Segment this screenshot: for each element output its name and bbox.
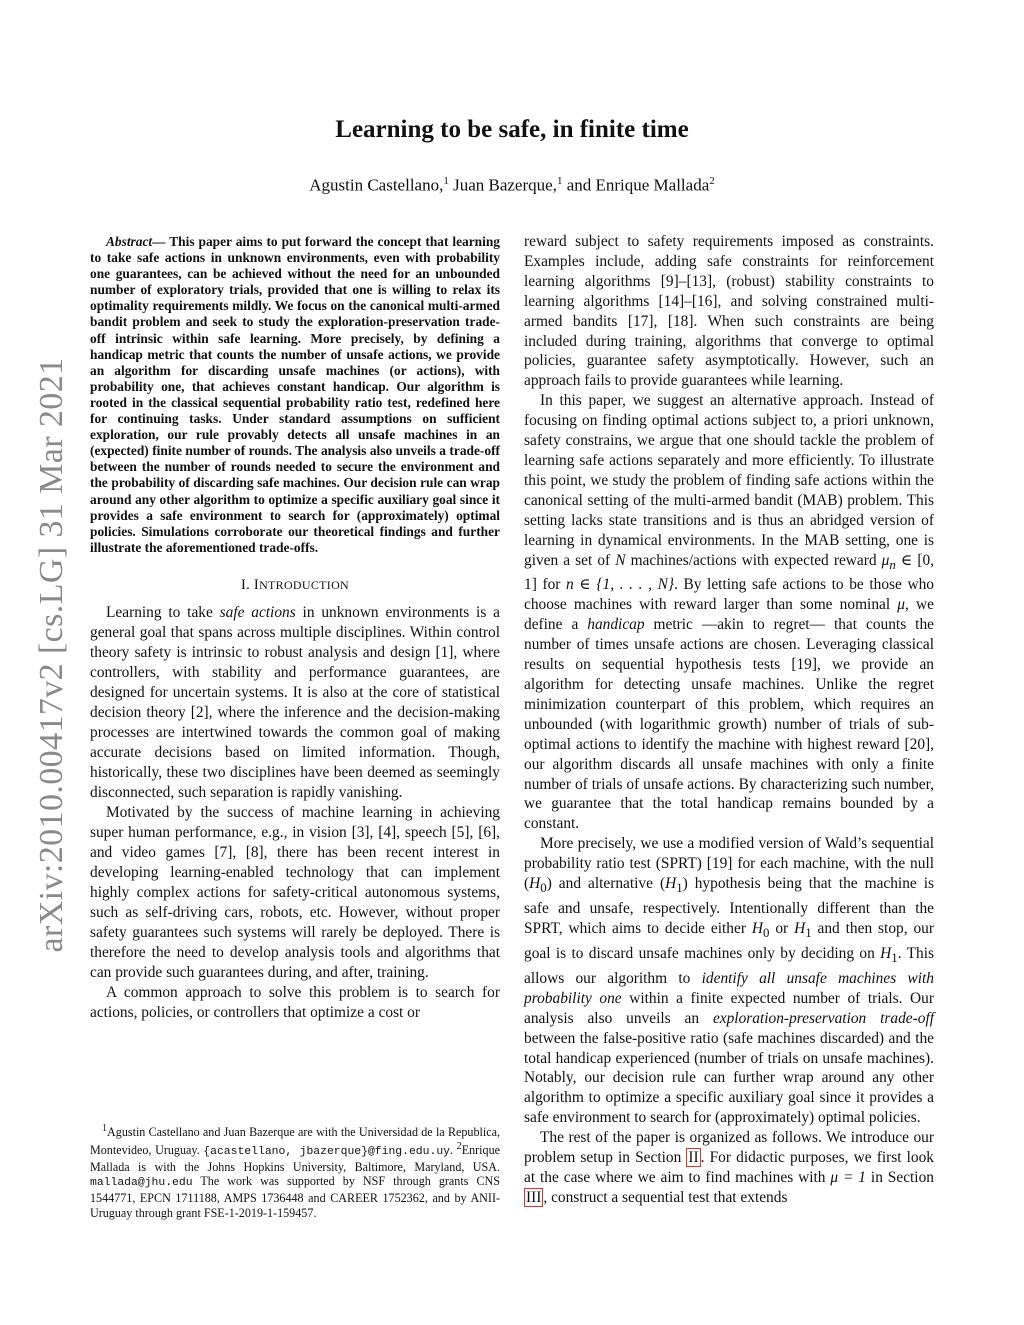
text-run: Learning to take bbox=[106, 603, 220, 621]
paragraph: Motivated by the success of machine learning in achieving super human performance, e.g., in vision [3], [4], speech [5], [6], and video games [7], [8], there has been recent interest in developing learning-enabled technology that can implement highly complex actions for safety-critical autonomous systems, such as self-driving cars, robots, etc. However, without proper safety guarantees such systems will rarely be deployed. There is therefore the need to develop analysis tools and algorithms that can provide such guarantees during, and after, training. bbox=[90, 803, 500, 981]
paragraph bbox=[524, 834, 934, 1128]
text-run: machines/actions with expected reward bbox=[625, 551, 882, 569]
section-link[interactable]: III bbox=[526, 1188, 542, 1206]
footnote-mark: 2 bbox=[456, 1140, 462, 1152]
math: μ = 1 bbox=[830, 1169, 867, 1186]
text-run: for bbox=[536, 576, 567, 594]
paragraph bbox=[524, 391, 934, 834]
text-run: in Section bbox=[866, 1169, 934, 1186]
math: H bbox=[794, 919, 806, 937]
math-subscript: n bbox=[889, 557, 896, 572]
text-run: or bbox=[769, 919, 795, 937]
math-subscript: 0 bbox=[763, 926, 770, 941]
author-name: and Enrique Mallada bbox=[562, 175, 710, 195]
abstract-text: — This paper aims to put forward the concept that learning to take safe actions in unknown environments, even with probability one guarantees, can be achieved without the need for an unbounded number of exploratory trials, provided that one is willing to relax its optimality requirements mildly. We focus on the canonical multi-armed bandit problem and seek to study the exploration-preservation trade-off intrinsic within safe learning. More precisely, by defining a handicap metric that counts the number of unsafe actions, we provide an algorithm for discarding unsafe machines (or actions), with probability one, that achieves constant handicap. Our algorithm is rooted in the classical sequential probability ratio test, redefined here for continuing tasks. Under standard assumptions on sufficient exploration, our rule provably detects all unsafe machines in an (expected) finite number of rounds. The analysis also unveils a trade-off between the number of rounds needed to secure the environment and the probability of discarding safe machines. Our decision rule can wrap around any other algorithm to optimize a specific auxiliary goal since it provides a safe environment to search for (approximately) optimal policies. Simulations corroborate our theoretical findings and further illustrate the aforementioned trade-offs. bbox=[90, 234, 500, 555]
text-run: in unknown environments is a general goal that spans across multiple disciplines. Within control theory safety is intrinsic to robust analysis and design [1], where controllers, with stability and performance guarantees, are designed for uncertain systems. It is also at the core of statistical decision theory [2], where the inference and the decision-making processes are intertwined towards the common goal of making accurate decisions based on limited information. Though, historically, these two disciplines have been deemed as seemingly disconnected, such separation is rapidly vanishing. bbox=[90, 603, 500, 801]
section-link[interactable]: II bbox=[688, 1149, 699, 1167]
text-run: within a finite expected number of trials. Our analysis also unveils an bbox=[524, 989, 934, 1027]
math: H bbox=[751, 919, 763, 937]
math: ∈ [0, 1] bbox=[524, 551, 934, 594]
math-subscript: 1 bbox=[891, 951, 898, 966]
math: H bbox=[665, 875, 677, 893]
text-run: , we define a bbox=[524, 596, 934, 634]
text-run: and then stop, our goal is to discard unsafe machines only by deciding on bbox=[524, 919, 934, 962]
text-run: . This allows our algorithm to bbox=[524, 944, 934, 987]
text-run: The rest of the paper is organized as follows. We introduce our problem setup in Section bbox=[524, 1129, 934, 1167]
author-list bbox=[0, 175, 1024, 196]
math: n ∈ {1, . . . , N} bbox=[566, 576, 674, 594]
math: μ bbox=[881, 551, 890, 569]
author-name: Agustin Castellano, bbox=[309, 175, 444, 195]
emphasis: safe actions bbox=[219, 603, 296, 621]
text-run: . By letting safe actions to be those who choose machines with reward larger than some nominal bbox=[524, 576, 934, 614]
text-run: Enrique Mallada is with the Johns Hopkins University, Baltimore, Maryland, USA. bbox=[90, 1142, 501, 1174]
math-subscript: 1 bbox=[676, 881, 683, 896]
affiliation-mark: 1 bbox=[443, 175, 449, 187]
section-title: NTRODUCTION bbox=[259, 577, 350, 592]
author-name: Juan Bazerque, bbox=[448, 175, 557, 195]
abstract-label: Abstract bbox=[106, 234, 153, 249]
math: H bbox=[529, 875, 541, 893]
affiliation-mark: 2 bbox=[709, 175, 715, 187]
right-column bbox=[524, 232, 934, 1208]
math-subscript: 1 bbox=[805, 926, 812, 941]
math: H bbox=[880, 944, 892, 962]
paper-title: Learning to be safe, in finite time bbox=[335, 116, 689, 143]
paragraph: A common approach to solve this problem is to search for actions, policies, or controllers that optimize a cost or bbox=[90, 983, 500, 1021]
paragraph: reward subject to safety requirements imposed as constraints. Examples include, adding safe constraints for reinforcement learning algorithms [9]–[13], (robust) stability constraints to learning algorithms [14]–[16], and solving constrained multi-armed bandits [17], [18]. When such constraints are being included during training, algorithms that converge to optimal policies, guarantee safety asymptotically. However, such an approach fails to provide guarantees while learning. bbox=[524, 233, 934, 390]
text-run: Agustin Castellano and Juan Bazerque are with the Universidad de la Republica, Montevideo, Uruguay. bbox=[90, 1125, 500, 1157]
section-numeral: I. I bbox=[240, 576, 260, 593]
emphasis: exploration-preservation trade-off bbox=[712, 1009, 934, 1027]
text-run: ) and alternative ( bbox=[546, 875, 666, 893]
affiliation-mark: 1 bbox=[556, 175, 563, 187]
footnote-mark: 1 bbox=[102, 1123, 108, 1134]
footnote bbox=[90, 1122, 500, 1221]
text-run: , construct a sequential test that extends bbox=[543, 1188, 788, 1206]
text-run: More precisely, we use a modified version of Wald’s sequential probability ratio test (SPRT) [19] for each machine, with the null ( bbox=[524, 835, 934, 893]
text-run: between the false-positive ratio (safe machines discarded) and the total handicap experienced (number of trials on unsafe machines). Notably, our decision rule can further wrap around any other algorithm to optimize a specific auxiliary goal since it provides a safe environment to search for (approximately) optimal policies. bbox=[524, 1029, 934, 1127]
math: μ bbox=[897, 596, 906, 614]
text-run: . For didactic purposes, we first look at the case where we aim to find machines with bbox=[524, 1149, 934, 1186]
emphasis: identify all unsafe machines with probability one bbox=[524, 969, 934, 1007]
text-run: . bbox=[450, 1142, 457, 1157]
arxiv-stamp-text: arXiv:2010.00417v2 [cs.LG] 31 Mar 2021 bbox=[33, 357, 70, 953]
abstract bbox=[90, 234, 500, 556]
paragraph bbox=[524, 1128, 934, 1208]
emphasis: handicap bbox=[587, 616, 645, 634]
text-run: metric —akin to regret— that counts the number of times unsafe actions are chosen. Leveraging classical results on sequential hypothesis tests [19], we provide an algorithm for detecting unsafe machines. Unlike the regret minimization counterpart of this problem, which requires an unbounded (with logarithmic growth) number of trials of sub-optimal actions to identify the machine with highest reward [20], our algorithm discards all unsafe machines with only a finite number of trials of unsafe actions. By characterizing such number, we guarantee that the total handicap remains bounded by a constant. bbox=[524, 616, 934, 833]
math: N bbox=[615, 551, 626, 569]
email-address: {acastellano, jbazerque}@fing.edu.uy bbox=[203, 1145, 450, 1158]
text-run: The work was supported by NSF through grants CNS 1544771, EPCN 1711188, AMPS 1736448 and CAREER 1752362, and by ANII-Uruguay through grant FSE-1-2019-1-159457. bbox=[90, 1174, 500, 1221]
paragraph bbox=[90, 603, 500, 803]
text-run: ) hypothesis being that the machine is safe and unsafe, respectively. Intentionally different than the SPRT, which aims to decide either bbox=[524, 875, 934, 937]
math-subscript: 0 bbox=[540, 881, 547, 896]
text-run: In this paper, we suggest an alternative approach. Instead of focusing on finding optimal actions subject to, a priori unknown, safety constrains, we argue that one should tackle the problem of learning safe actions separately and more efficiently. To illustrate this point, we study the problem of finding safe actions within the canonical setting of the multi-armed bandit (MAB) problem. This setting lacks state transitions and is thus an abridged version of learning in dynamical environments. In the MAB setting, one is given a set of bbox=[524, 392, 934, 569]
left-column bbox=[90, 234, 500, 1023]
email-address: mallada@jhu.edu bbox=[90, 1177, 193, 1190]
section-heading bbox=[90, 577, 500, 594]
